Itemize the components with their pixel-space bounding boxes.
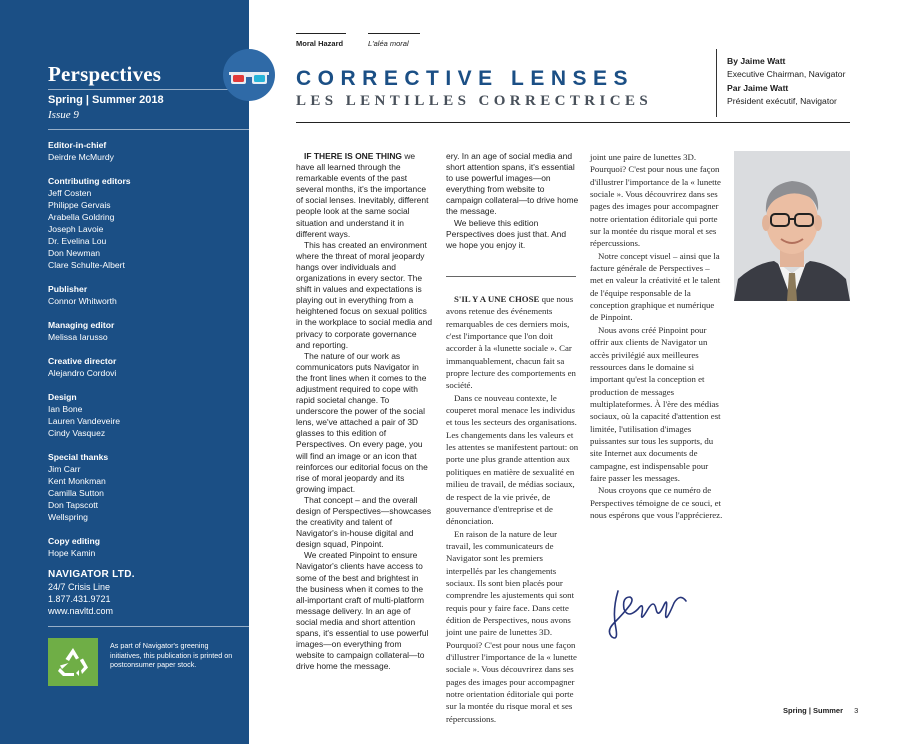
masthead-name: Lauren Vandeveire [48, 416, 120, 426]
masthead-role: Editor-in-chief [48, 140, 107, 150]
french-paragraph: Notre concept visuel – ainsi que la facture générale de Perspectives – met en valeur la créativité et le talent de l'équipe responsable de la conception graphique et numérique de Pinpoint. [590, 250, 721, 323]
masthead-name: Hope Kamin [48, 548, 96, 558]
headline-rule [296, 122, 850, 123]
english-paragraph: We created Pinpoint to ensure Navigator's clients have access to some of the best and brightest in the business when it comes to the all-important craft of multi-platform message delivery. In an age of social media and short attention spans, it's essential to use powerful images—on everything from website to campaign collateral—to drive home the message. [296, 550, 429, 672]
english-paragraph-continued: ery. In an age of social media and short attention spans, it's essential to use powerful images—on everything from website to campaign collateral—to drive home the message. [446, 151, 579, 217]
masthead-name: Jeff Costen [48, 188, 92, 198]
author-portrait [734, 151, 850, 301]
masthead-group [48, 391, 243, 439]
french-lead-in: S'IL Y A UNE CHOSE [454, 294, 540, 304]
french-column-1 [446, 293, 579, 724]
english-column-2 [446, 151, 579, 251]
masthead-name: Arabella Goldring [48, 212, 115, 222]
byline-divider [716, 49, 717, 117]
category-rule [368, 33, 420, 34]
sidebar-divider [48, 89, 249, 90]
english-paragraph: That concept – and the overall design of Perspectives—showcases the creativity and talent of Navigator's in-house digital and design squad, Pinpoint. [296, 494, 432, 550]
author-photo [734, 151, 850, 301]
masthead-name: Camilla Sutton [48, 488, 104, 498]
french-paragraph: S'IL Y A UNE CHOSE que nous avons retenue des événements remarquables de ces derniers mois, c'est l'importance que l'on doit accorder à la «lunette sociale ». Car immanquablement, chacun fait sa propre lecture des comportements en société. [446, 294, 576, 391]
issue-label: Issue 9 [48, 109, 79, 121]
masthead-role: Design [48, 392, 77, 402]
recycle-logo [48, 638, 98, 686]
section-category-fr: L'aléa moral [368, 39, 409, 48]
headline-fr: LES LENTILLES CORRECTRICES [296, 93, 653, 109]
masthead-group [48, 451, 243, 523]
english-lead-in: IF THERE IS ONE THING [304, 151, 402, 161]
headline-en: CORRECTIVE LENSES [296, 67, 635, 90]
footer-edition: Spring | Summer [783, 706, 844, 715]
masthead-name: Jim Carr [48, 464, 81, 474]
masthead-role: Copy editing [48, 536, 101, 546]
magazine-title: Perspectives [48, 62, 162, 86]
sidebar-divider [48, 626, 249, 627]
masthead-group [48, 175, 243, 271]
author-signature [600, 583, 695, 643]
masthead-name: Cindy Vasquez [48, 428, 106, 438]
masthead-group [48, 283, 243, 307]
masthead-role: Publisher [48, 284, 88, 294]
masthead-name: Connor Whitworth [48, 296, 117, 306]
website-link[interactable]: www.navltd.com [48, 606, 114, 616]
french-paragraph: En raison de la nature de leur travail, les communicateurs de Navigator sont les premiers interpellés par les changements sociaux. Ils sont bien placés pour comprendre les ajustements qui sont requis pour y faire face. Dans cette édition de Perspectives, nous avons joint une paire de lunettes 3D. Pourquoi? C'est pour nous une façon d'illustrer l'importance de la « lunette sociale ». Vous découvrirez dans ses pages des images pour accompagner notre orientation éditoriale qui porte sur la montée du risque moral et ses répercussions. [446, 528, 577, 724]
company-name: NAVIGATOR LTD. [48, 569, 135, 580]
english-paragraph: IF THERE IS ONE THING we have all learned through the remarkable events of the past several months, it's the importance of social lenses. Inevitably, different people look at the same social situation and understand it in different ways. [296, 151, 429, 239]
masthead-sidebar [0, 0, 249, 744]
author-name-en: By Jaime Watt [727, 56, 786, 66]
french-column-2 [590, 151, 723, 521]
author-role-fr: Président exécutif, Navigator [727, 95, 837, 106]
english-paragraph: We believe this edition Perspectives does just that. And we hope you enjoy it. [446, 217, 567, 250]
recycle-icon [56, 646, 90, 678]
masthead-name: Philippe Gervais [48, 200, 111, 210]
masthead-role: Creative director [48, 356, 117, 366]
french-paragraph: Nous avons créé Pinpoint pour offrir aux clients de Navigator un accès privilégié aux meilleures ressources dans le domaine si important qu'est la conception et production de messages multiplateformes. À l'ère des médias sociaux, où la capacité d'attention est limitée, l'utilisation d'images puissantes sur tous les supports, du site Internet aux documents de campagne, est indispensable pour faire passer les messages. [590, 324, 721, 483]
masthead-name: Clare Schulte-Albert [48, 260, 125, 270]
company-contact [48, 569, 135, 617]
masthead-group [48, 355, 243, 379]
masthead-name: Dr. Evelina Lou [48, 236, 107, 246]
section-category-en: Moral Hazard [296, 39, 344, 48]
author-name-fr: Par Jaime Watt [727, 83, 789, 93]
french-paragraph: Dans ce nouveau contexte, le couperet moral menace les individus et tous les secteurs des organisations. Les changements dans les valeurs et les attentes se manifestent partout: on porte une plus grande attention aux politiques en matière de sexualité en milieu de travail, de médias sociaux, de respect de la vie privée, de gouvernance d'entreprise et de dénonciation. [446, 392, 579, 527]
english-column-1 [296, 151, 433, 672]
masthead-group [48, 139, 243, 163]
masthead-name: Don Tapscott [48, 500, 99, 510]
masthead-name: Alejandro Cordovi [48, 368, 117, 378]
crisis-line-label: 24/7 Crisis Line [48, 582, 111, 592]
edition-label: Spring | Summer 2018 [48, 94, 164, 106]
english-paragraph: This has created an environment where the threat of moral jeopardy hangs over individuals and organizations in every sector. The shift in values and expectations is playing out in everything from a heightened focus on sexual politics in the workplace to social media and privacy to corporate governance and reporting. [296, 239, 433, 350]
masthead-name: Wellspring [48, 512, 88, 522]
masthead-name: Kent Monkman [48, 476, 106, 486]
page-footer [783, 706, 858, 715]
english-paragraph: The nature of our work as communicators puts Navigator in the front lines when it comes to the adjustment required to cope with rapid societal change. To underscore the power of the social lens, we've attached a pair of 3D glasses to this edition of Perspectives. On every page, you will find an image or an icon that reinforces our editorial focus on the rise of moral jeopardy and its growing impact. [296, 350, 428, 494]
language-divider [446, 276, 576, 277]
3d-glasses-icon [222, 48, 276, 102]
masthead-name: Joseph Lavoie [48, 224, 104, 234]
french-paragraph: Nous croyons que ce numéro de Perspectives témoigne de ce souci, et nous espérons que vous l'apprécierez. [590, 485, 723, 520]
masthead-name: Don Newman [48, 248, 101, 258]
masthead-role: Special thanks [48, 452, 109, 462]
masthead-name: Melissa Iarusso [48, 332, 108, 342]
author-byline [727, 55, 845, 107]
masthead-role: Managing editor [48, 320, 115, 330]
phone-number: 1.877.431.9721 [48, 594, 111, 604]
french-paragraph-continued: joint une paire de lunettes 3D. Pourquoi? C'est pour nous une façon d'illustrer l'importance de la « lunette sociale ». Vous découvrirez dans ses pages des images pour accompagner notre orientation éditoriale qui porte sur la montée du risque moral et ses répercussions. [590, 152, 721, 249]
author-role-en: Executive Chairman, Navigator [727, 68, 846, 79]
masthead-name: Deirdre McMurdy [48, 152, 114, 162]
masthead-role: Contributing editors [48, 176, 131, 186]
masthead-credits [48, 139, 243, 571]
masthead-group [48, 319, 243, 343]
recycle-note: As part of Navigator's greening initiatives, this publication is printed on postconsumer paper stock. [110, 641, 233, 670]
page-number: 3 [854, 706, 859, 715]
masthead-group [48, 535, 243, 559]
sidebar-divider [48, 129, 249, 130]
category-rule [296, 33, 346, 34]
masthead-name: Ian Bone [48, 404, 83, 414]
